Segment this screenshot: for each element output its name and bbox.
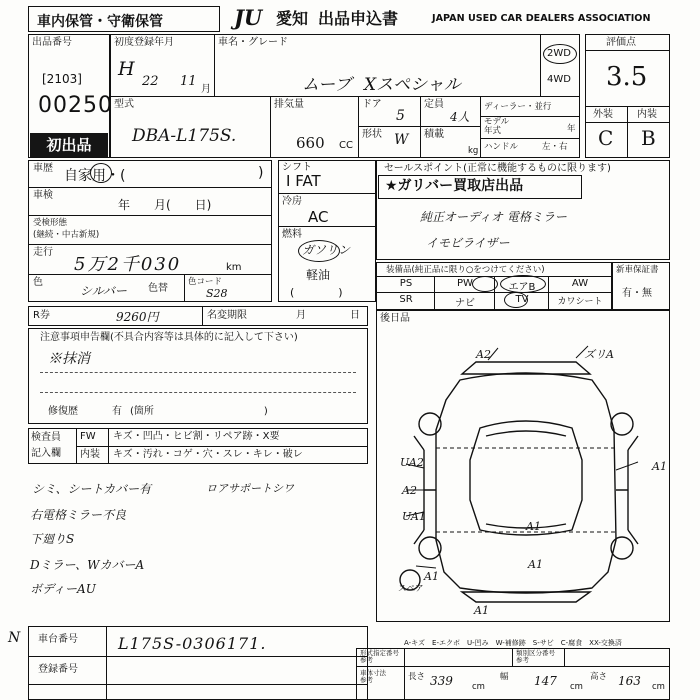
notes-item1: ※抹消: [48, 351, 90, 367]
colorcode-value: S28: [206, 287, 228, 300]
dealer-label: ディーラー・並行: [484, 102, 552, 112]
grade-sub-divider: [627, 106, 628, 158]
cert-label: 形式指定番号 参考: [360, 649, 399, 664]
door-divider: [420, 96, 421, 158]
equip-col3: [548, 276, 549, 310]
warranty-label: 新車保証書: [616, 265, 659, 275]
fuel-label: 燃料: [282, 229, 302, 240]
equip-navi: ナビ: [455, 298, 475, 309]
model-year-label: モデル 年式: [484, 117, 510, 136]
fw-label: FW: [80, 431, 96, 442]
usage-close: ): [258, 165, 264, 181]
spec-grid-divider: [110, 96, 580, 97]
exterior-label: 外装: [593, 109, 613, 120]
fuel-other: ( ): [290, 286, 343, 299]
drive-4wd: 4WD: [547, 74, 571, 85]
first-listing-badge: 初出品: [30, 133, 108, 157]
equip-tv: TV: [515, 294, 529, 305]
org-name: 愛知: [276, 9, 309, 28]
sales-notes-line1: 純正オーディオ 電格ミラー: [420, 210, 567, 224]
association-name: JAPAN USED CAR DEALERS ASSOCIATION: [432, 13, 651, 24]
inspector-note-5: ボディーAU: [30, 582, 96, 596]
damage-mark-5: A2: [402, 484, 417, 497]
width-label: 幅: [500, 672, 509, 682]
inspector-label1: 検査員: [31, 432, 61, 443]
length-label: 長さ: [408, 672, 426, 682]
inspector-note-4: Dミラー、WカバーA: [30, 558, 145, 572]
listing-bracket-no: [2103]: [42, 72, 82, 86]
usage-circle-mark: [90, 163, 112, 183]
inspector-note-1: シミ、シートカバー有: [32, 482, 152, 496]
displacement-label: 排気量: [274, 99, 304, 110]
interior-check-text: キズ・汚れ・コゲ・穴・スレ・キレ・破レ: [113, 449, 303, 460]
fuel-circle-mark: [298, 240, 340, 262]
chassis-label: 車台番号: [38, 634, 78, 645]
model-grade: Xスペシャル: [364, 75, 461, 95]
grade-score: 3.5: [606, 62, 648, 92]
receipt-line: [28, 244, 272, 245]
damage-mark-2: ズリA: [584, 348, 614, 361]
inspector-label2: 記入欄: [31, 448, 61, 459]
length-unit: cm: [472, 682, 485, 692]
equip-pw: PW: [457, 278, 473, 289]
fuel-diesel: 軽油: [306, 268, 331, 282]
body-size-label: 車体寸法 参考: [360, 669, 386, 684]
drive-2wd: 2WD: [547, 48, 571, 59]
reg-era: H: [118, 58, 135, 80]
damage-mark-8: A1: [474, 604, 489, 617]
usage-label: 車歴: [33, 163, 53, 174]
mileage-value: 5万2千030: [74, 254, 182, 275]
displacement-value: 660: [296, 134, 325, 152]
ju-logo: JU: [234, 5, 263, 30]
form-title: 出品申込書: [318, 9, 399, 28]
damage-mark-7: A1: [424, 570, 439, 583]
warranty-value: 有・無: [622, 288, 652, 299]
notes-dash2: [40, 392, 356, 393]
doors-label: ドア: [362, 99, 382, 110]
grade-label: 評価点: [606, 37, 636, 48]
damage-mark-10: A1: [526, 520, 541, 533]
capacity-value: 4人: [450, 110, 470, 124]
handle-divider: [480, 138, 580, 139]
type-label: 型式: [114, 99, 134, 110]
right-mirror-lines: [628, 436, 638, 544]
damage-legend: A-キズ E-エクボ U-凹み W-補修跡 S-サビ C-腐食 XX-交換済: [404, 639, 622, 647]
usage-value: 自家用・(: [64, 168, 126, 184]
height-unit: cm: [652, 682, 665, 692]
equip-sr: SR: [399, 294, 413, 305]
reg-divider: [214, 34, 215, 96]
km-unit: km: [226, 262, 242, 273]
repair-location: (箇所 ): [130, 406, 268, 417]
receipt-sub: (継続・中古新規): [33, 230, 100, 240]
damage-mark-4: UA2: [400, 456, 424, 469]
height-label: 高さ: [590, 672, 608, 682]
notes-dash1: [40, 372, 356, 373]
shape-divider: [358, 126, 480, 127]
listing-no-label: 出品番号: [32, 37, 72, 48]
model-label: 車名・グレード: [218, 37, 288, 48]
spare-label: スペア: [398, 584, 424, 594]
recycle-value: 9260円: [116, 310, 159, 324]
doors-value: 5: [396, 108, 405, 124]
sales-point-label: セールスポイント(正常に機能するものに限ります): [384, 163, 611, 174]
notes-title: 注意事項申告欄(不具合内容等は具体的に記入して下さい): [40, 332, 298, 343]
damage-mark-6: UA1: [402, 510, 426, 523]
first-reg-label: 初度登録年月: [114, 37, 174, 48]
name-change-month: 月: [296, 310, 306, 321]
recycle-label: R券: [33, 310, 50, 321]
cap-divider: [480, 96, 481, 158]
interior-grade: B: [641, 126, 656, 150]
capacity-label: 定員: [424, 99, 444, 110]
cabin-outline: [470, 421, 582, 535]
ac-line: [278, 226, 376, 227]
grade-sub-line2: [585, 122, 670, 123]
wheel-front-right: [611, 413, 633, 435]
height-value: 163: [618, 674, 641, 688]
load-label: 積載: [424, 129, 444, 140]
type-value: DBA-L175S.: [132, 126, 237, 146]
equip-leather: カワシート: [557, 297, 603, 307]
ac-label: 冷房: [282, 196, 302, 207]
class-label: 類別区分番号 参考: [516, 649, 555, 664]
shape-value: W: [394, 132, 409, 148]
reg-month-unit: 月: [201, 84, 211, 95]
length-value: 339: [430, 674, 453, 688]
type-divider: [270, 96, 271, 158]
equip-aw: AW: [571, 278, 589, 289]
inspection-value: 年 月( 日): [118, 198, 212, 212]
reg-year: 22: [142, 74, 159, 89]
repair-label: 修復歴: [48, 406, 78, 417]
equip-col1: [434, 276, 435, 310]
kg-unit: kg: [468, 146, 479, 156]
drive-divider: [540, 34, 541, 96]
damage-mark-1: A2: [476, 348, 491, 361]
equip-ps: PS: [399, 278, 413, 289]
equipment-label: 装備品(純正品に限り○をつけてください): [386, 265, 545, 275]
storage-label: 車内保管・守衛保管: [37, 14, 163, 30]
front-bumper: [462, 362, 590, 374]
fuel-gasoline: ガソリン: [302, 243, 351, 257]
name-change-day: 日: [350, 310, 360, 321]
inspector-note-2: 右電格ミラー不良: [30, 508, 127, 522]
grade-label-line: [585, 50, 670, 51]
inspector-mid-line: [76, 446, 368, 447]
dim-col1: [404, 648, 405, 700]
reg-month: 11: [180, 74, 197, 89]
windshield-line: [486, 431, 566, 436]
reg-number-label: 登録番号: [38, 664, 78, 675]
colorcode-label: 色コード: [188, 277, 223, 287]
repair-value: 有: [112, 406, 122, 417]
interior-check-label: 内装: [80, 449, 100, 460]
inspection-line: [28, 215, 272, 216]
recycle-divider: [202, 306, 203, 326]
color-value: シルバー: [80, 284, 127, 298]
sales-notes-line2: イモビライザー: [426, 236, 510, 250]
pw-circle-mark: [472, 276, 498, 292]
equip-airbag: エアB: [508, 282, 536, 293]
chassis-line1: [28, 656, 368, 657]
exterior-grade: C: [598, 126, 614, 150]
shift-label: シフト: [282, 162, 312, 173]
body-outline: [436, 373, 616, 593]
mileage-label: 走行: [33, 247, 53, 258]
colorcode-divider: [184, 274, 185, 302]
fw-text: キズ・凹凸・ヒビ割・リペア跡・X要: [113, 431, 280, 442]
ac-value: AC: [308, 208, 329, 226]
gulliver-banner: ★ガリバー買取店出品: [378, 175, 582, 199]
storage-header-box: [28, 6, 220, 32]
shift-value: I FAT: [286, 172, 321, 190]
side-mark: N: [8, 630, 21, 646]
post-item-label: 後日品: [380, 313, 410, 324]
inspector-note-3: 下廻りS: [30, 532, 75, 546]
name-change-label: 名変期限: [207, 310, 247, 321]
damage-mark-3: A1: [652, 460, 667, 473]
width-unit: cm: [570, 682, 583, 692]
damage-mark-9: A1: [528, 558, 543, 571]
dim-col3: [564, 648, 565, 666]
shape-label: 形状: [362, 129, 382, 140]
width-value: 147: [534, 674, 557, 688]
interior-label: 内装: [637, 109, 657, 120]
recycle-box: [28, 306, 368, 326]
colorchange-label: 色替: [148, 283, 168, 294]
inspector-divider2: [108, 428, 109, 464]
inspection-label: 車検: [33, 190, 53, 201]
shift-line: [278, 193, 376, 194]
lot-number: 00250: [38, 93, 113, 118]
model-name: ムーブ: [302, 75, 352, 95]
inspector-right-note: ロアサポートシワ: [206, 482, 294, 495]
disp-divider: [358, 96, 359, 158]
usage-line: [28, 187, 272, 188]
color-label: 色: [33, 277, 43, 288]
model-year-unit: 年: [567, 124, 576, 134]
chassis-line2: [28, 684, 368, 685]
tv-circle-mark: [504, 292, 528, 308]
airbag-circle-mark: [500, 275, 546, 293]
car-diagram: [376, 340, 670, 610]
handle-options: 左・右: [542, 142, 568, 152]
dim-col2: [512, 648, 513, 666]
cc-unit: CC: [339, 140, 353, 151]
receipt-label: 受検形態: [33, 218, 68, 228]
chassis-divider: [106, 626, 107, 700]
handle-label: ハンドル: [484, 142, 519, 152]
chassis-value: L175S-0306171.: [118, 634, 267, 653]
